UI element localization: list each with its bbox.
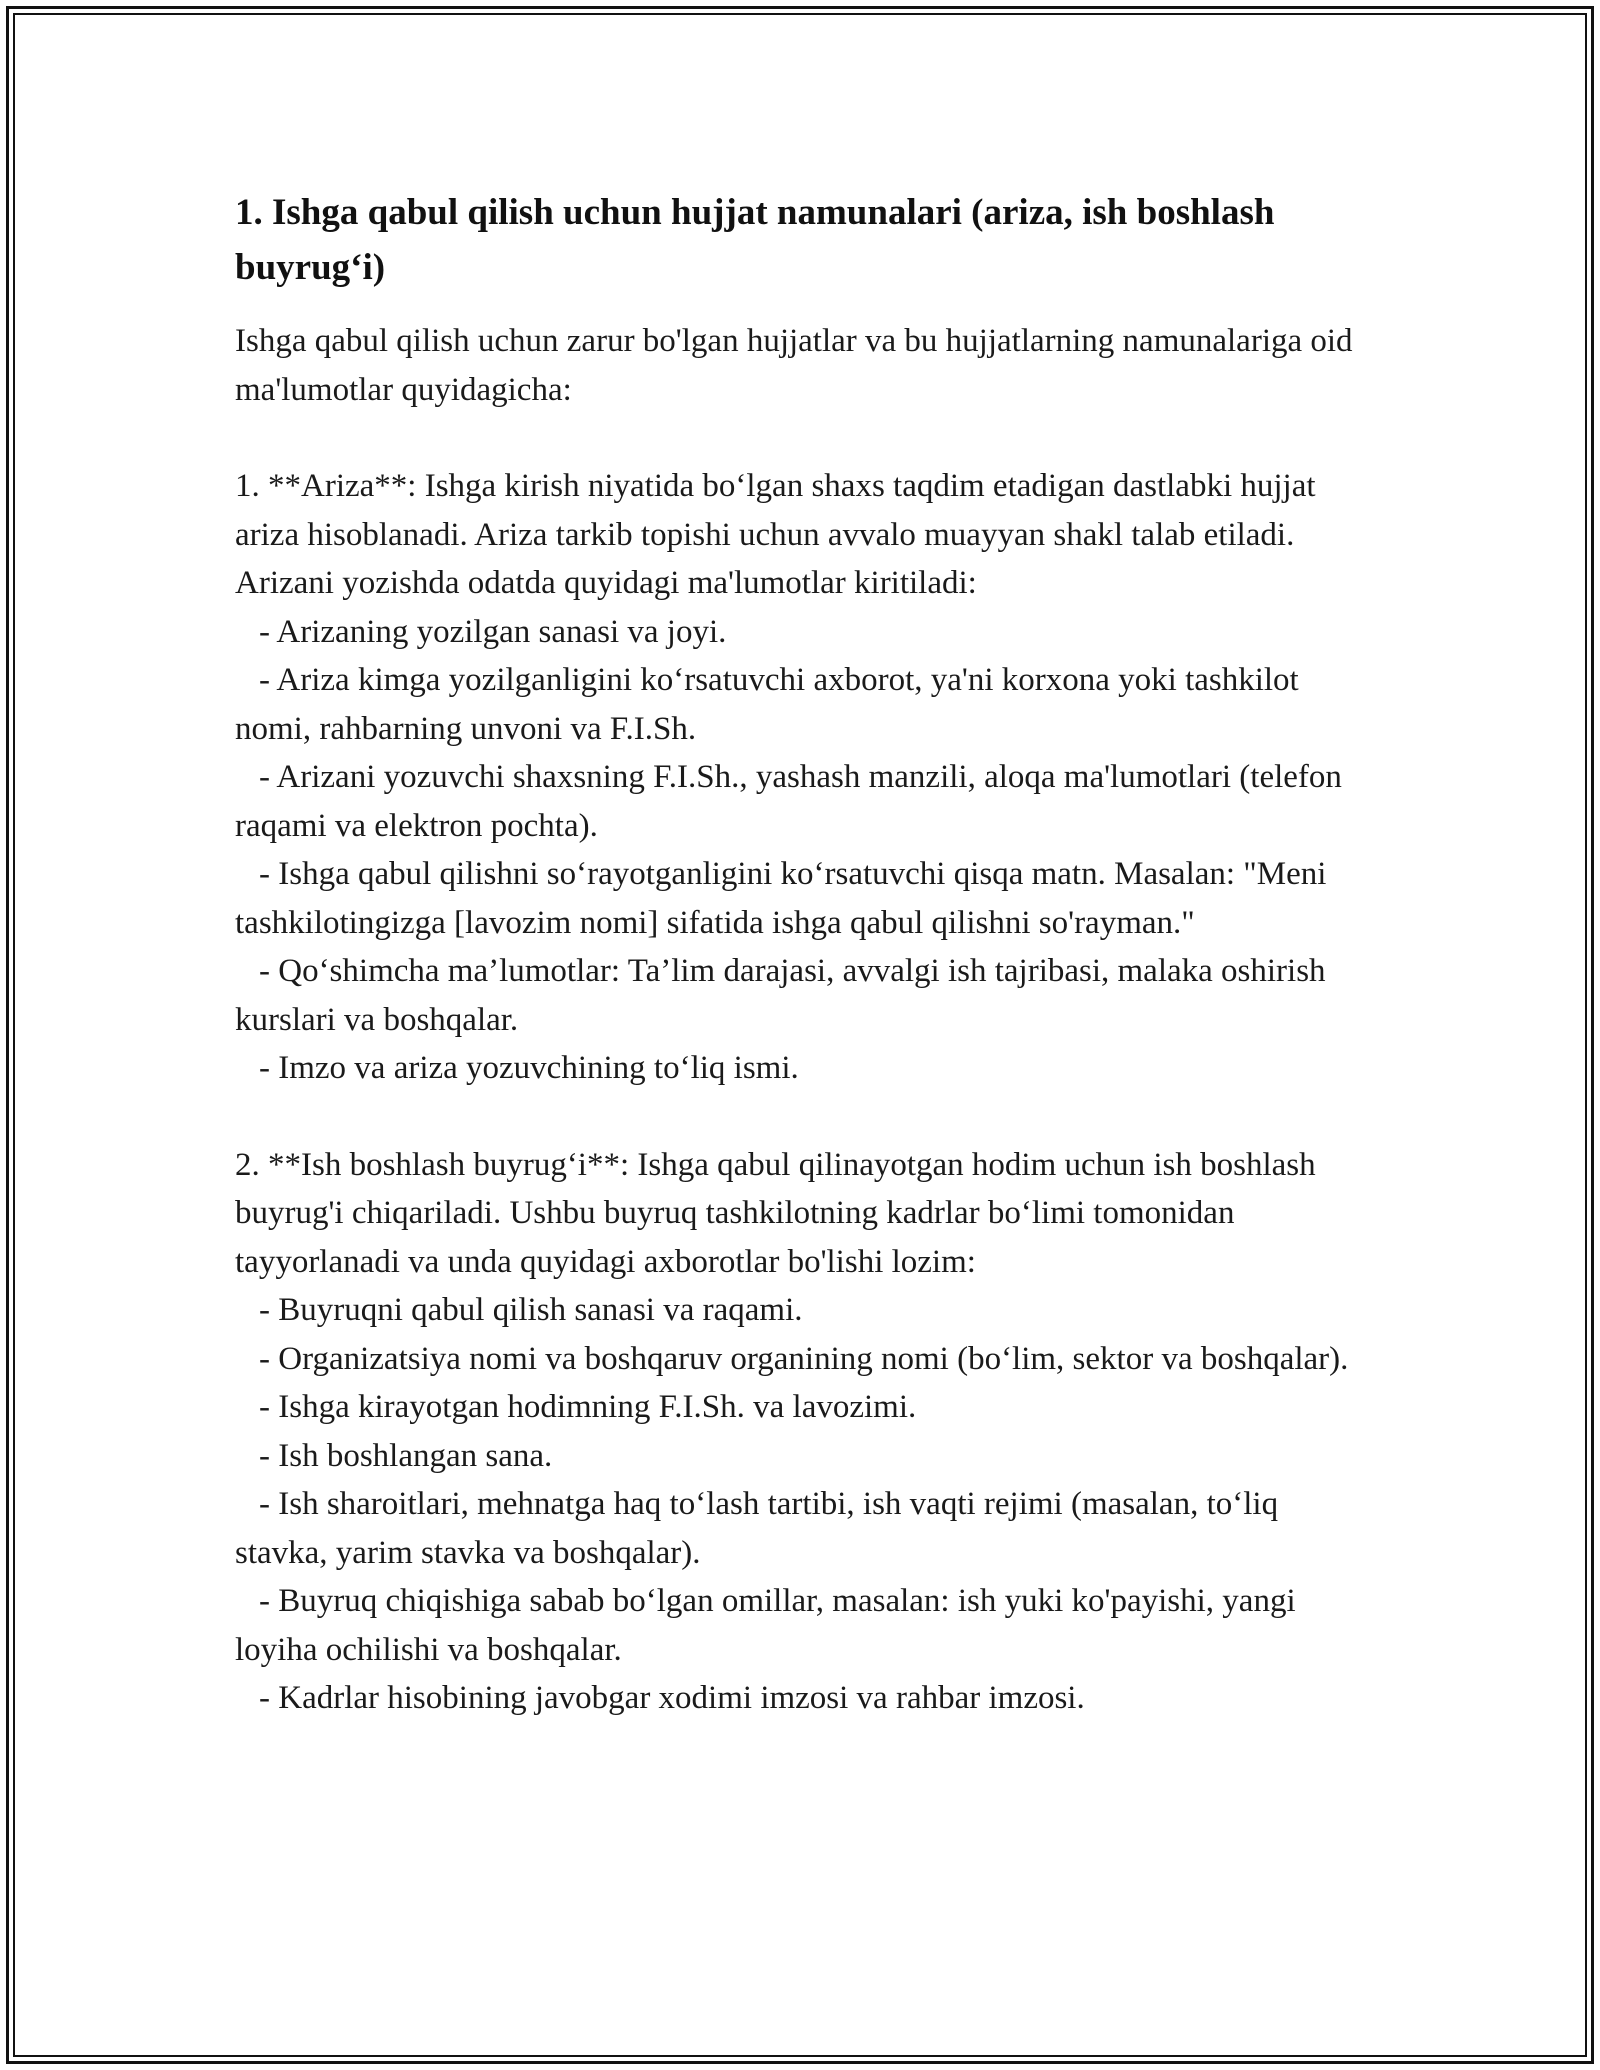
document-body	[235, 185, 1365, 1771]
section-ariza	[235, 462, 1365, 1093]
list-item: - Ariza kimga yozilganligini ko‘rsatuvchi axborot, ya'ni korxona yoki tashkilot nomi, rahbarning unvoni va F.I.Sh.	[235, 662, 1299, 747]
list-item: - Ishga qabul qilishni so‘rayotganligini ko‘rsatuvchi qisqa matn. Masalan: "Meni tashkilotingizga [lavozim nomi] sifatida ishga qabul qilishni so'rayman."	[235, 856, 1327, 941]
list-item: - Qo‘shimcha ma’lumotlar: Ta’lim darajasi, avvalgi ish tajribasi, malaka oshirish kurslari va boshqalar.	[235, 953, 1326, 1038]
section-lead: 2. **Ish boshlash buyrug‘i**: Ishga qabul qilinayotgan hodim uchun ish boshlash buyrug'i chiqariladi. Ushbu buyruq tashkilotning kadrlar bo‘limi tomonidan tayyorlanadi va unda quyidagi axborotlar bo'lishi lozim:	[235, 1146, 1316, 1280]
list-item: - Ishga kirayotgan hodimning F.I.Sh. va lavozimi.	[259, 1389, 917, 1425]
section-ish-boshlash-buyrugi	[235, 1141, 1365, 1723]
list-item: - Organizatsiya nomi va boshqaruv organining nomi (bo‘lim, sektor va boshqalar).	[259, 1340, 1349, 1377]
list-item: - Arizani yozuvchi shaxsning F.I.Sh., yashash manzili, aloqa ma'lumotlari (telefon raqami va elektron pochta).	[235, 759, 1342, 844]
list-item: - Buyruq chiqishiga sabab bo‘lgan omillar, masalan: ish yuki ko'payishi, yangi loyiha ochilishi va boshqalar.	[235, 1583, 1296, 1668]
list-item: - Imzo va ariza yozuvchining to‘liq ismi.	[259, 1050, 799, 1086]
list-item: - Buyruqni qabul qilish sanasi va raqami.	[259, 1292, 803, 1328]
section-lead: 1. **Ariza**: Ishga kirish niyatida bo‘lgan shaxs taqdim etadigan dastlabki hujjat ariza hisoblanadi. Ariza tarkib topishi uchun avvalo muayyan shakl talab etiladi. Arizani yozishda odatda quyidagi ma'lumotlar kiritiladi:	[235, 468, 1316, 601]
list-item: - Ish sharoitlari, mehnatga haq to‘lash tartibi, ish vaqti rejimi (masalan, to‘liq stavka, yarim stavka va boshqalar).	[235, 1486, 1279, 1571]
intro-paragraph: Ishga qabul qilish uchun zarur bo'lgan hujjatlar va bu hujjatlarning namunalariga oid ma'lumotlar quyidagicha:	[235, 323, 1353, 408]
list-item: - Kadrlar hisobining javobgar xodimi imzosi va rahbar imzosi.	[259, 1680, 1085, 1716]
document-title: 1. Ishga qabul qilish uchun hujjat namunalari (ariza, ish boshlash buyrug‘i)	[235, 192, 1275, 288]
list-item: - Ish boshlangan sana.	[259, 1437, 553, 1474]
list-item: - Arizaning yozilgan sanasi va joyi.	[259, 613, 727, 650]
